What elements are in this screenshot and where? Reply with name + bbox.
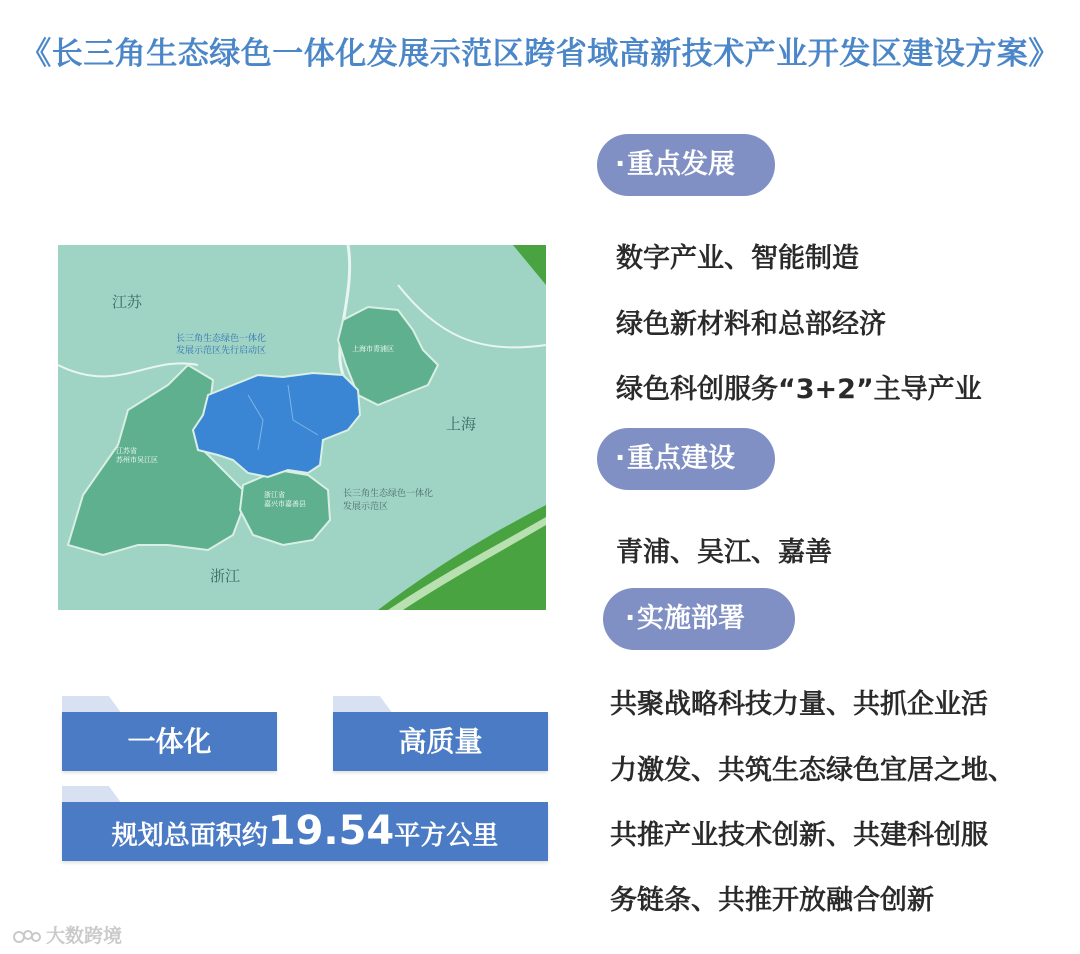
label-inner-zone: 长三角生态绿色一体化 发展示范区先行启动区 (176, 334, 267, 356)
watermark-logo-icon (12, 927, 42, 947)
box-integration-label: 一体化 (62, 712, 277, 771)
tag-jiashan: 浙江省 嘉兴市嘉善县 (264, 491, 306, 508)
box-quality-label: 高质量 (333, 712, 548, 771)
region-map (58, 245, 546, 610)
list-item: 绿色科创服务“3+2”主导产业 (616, 374, 982, 405)
area-prefix: 规划总面积约 (111, 821, 268, 851)
page-title: 《长三角生态绿色一体化发展示范区跨省域高新技术产业开发区建设方案》 (20, 36, 1060, 72)
box-quality (333, 696, 548, 771)
label-demo-zone: 长三角生态绿色一体化 发展示范区 (343, 489, 434, 512)
pill-focus-development: ·重点发展 (597, 134, 775, 196)
paragraph-line: 共聚战略科技力量、共抓企业活 (610, 689, 988, 720)
label-jiangsu: 江苏 (112, 293, 143, 311)
watermark-text: 大数跨境 (46, 925, 123, 947)
paragraph-line: 力激发、共筑生态绿色宜居之地、 (610, 755, 1015, 786)
tag-wujiang: 江苏省 苏州市吴江区 (116, 447, 158, 464)
label-shanghai: 上海 (446, 415, 477, 433)
paragraph-line: 共推产业技术创新、共建科创服 (610, 820, 988, 851)
paragraph-line: 务链条、共推开放融合创新 (610, 885, 934, 916)
tag-qingpu: 上海市青浦区 (352, 345, 394, 353)
pill-implementation: ·实施部署 (603, 588, 795, 650)
label-zhejiang: 浙江 (210, 567, 241, 585)
list-item: 数字产业、智能制造 (616, 243, 859, 274)
list-item: 绿色新材料和总部经济 (616, 309, 886, 340)
box-area-content (62, 802, 548, 861)
box-integration (62, 696, 277, 771)
box-area (62, 786, 548, 861)
watermark (12, 921, 122, 948)
area-unit: 平方公里 (394, 821, 499, 851)
pill-focus-construction: ·重点建设 (597, 428, 775, 490)
list-item: 青浦、吴江、嘉善 (616, 537, 832, 568)
area-value: 19.54 (267, 808, 395, 854)
